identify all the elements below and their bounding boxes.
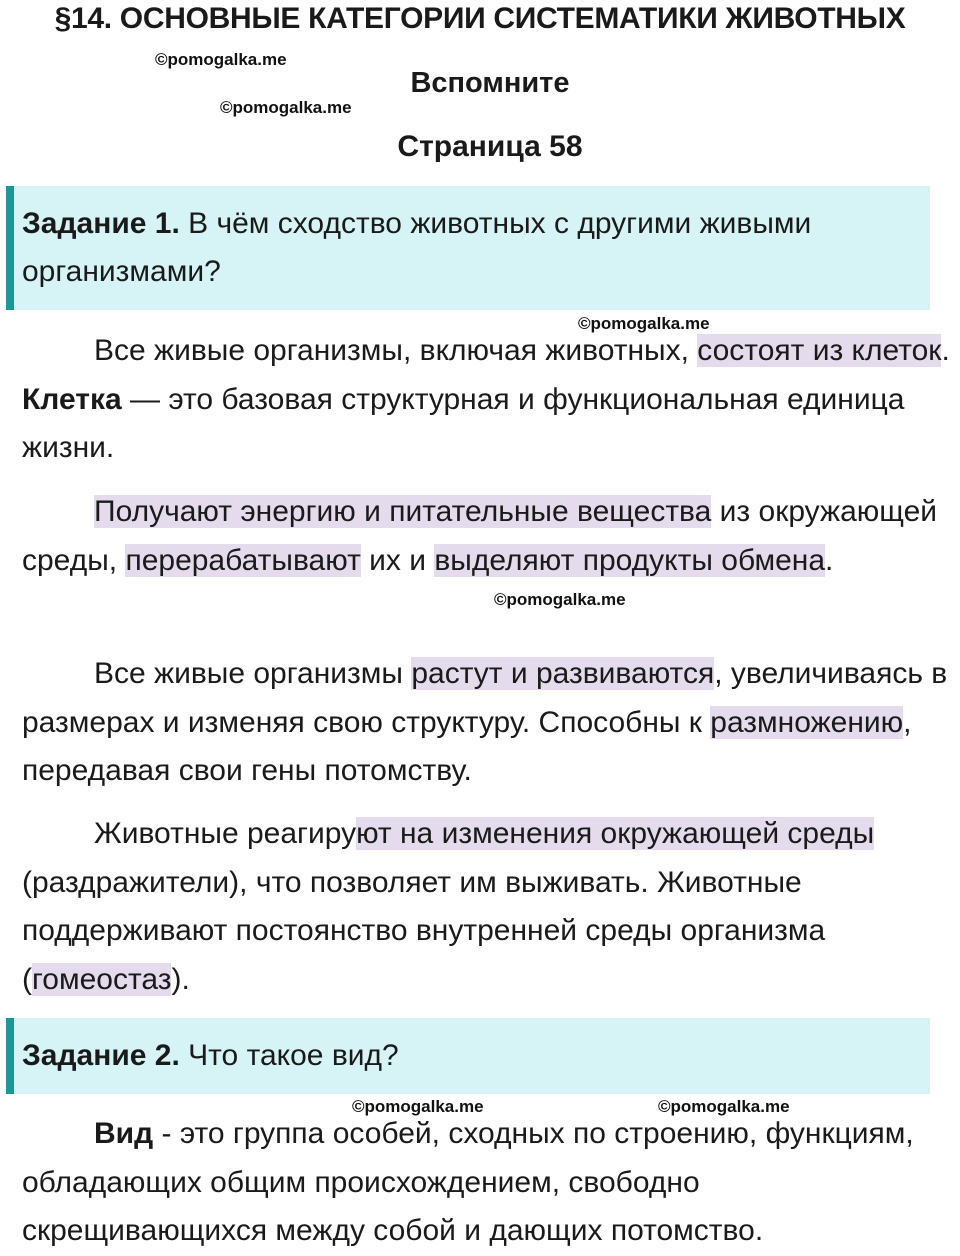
recall-heading: Вспомните (410, 67, 570, 99)
task-1-question: В чём сходство животных с другими живыми организмами? (22, 207, 812, 288)
term: Клетка (22, 382, 122, 416)
text: их и (360, 543, 435, 577)
highlight: гомеостаз (32, 962, 172, 996)
text: (раздражители), что позволяет им выживать. Животные поддерживают постоянство внутренней среды организма ( (22, 865, 826, 996)
watermark: ©pomogalka.me (578, 314, 710, 333)
answer-paragraph-4 (22, 810, 952, 1004)
highlight: перерабатывают (125, 543, 361, 577)
text: , передавая свои гены потомству. (22, 705, 912, 787)
highlight: Получают энергию и питательные вещества (94, 495, 712, 528)
highlight: выделяют продукты обмена (434, 543, 826, 577)
watermark: ©pomogalka.me (155, 50, 287, 69)
text: — это базовая структурная и функциональная единица жизни. (22, 382, 905, 464)
highlight: размножению (710, 705, 904, 739)
page-heading: Страница 58 (397, 130, 583, 163)
task-1-label: Задание 1. (22, 207, 180, 240)
answer-paragraph-2 (22, 488, 952, 585)
text: Все живые организмы (94, 657, 412, 690)
answer-paragraph-5 (22, 1110, 952, 1256)
text: ). (171, 962, 190, 996)
text: . (941, 334, 950, 367)
watermark: ©pomogalka.me (220, 98, 352, 117)
task-2-box (6, 1018, 930, 1094)
watermark: ©pomogalka.me (352, 1097, 484, 1116)
section-title: §14. ОСНОВНЫЕ КАТЕГОРИИ СИСТЕМАТИКИ ЖИВОТНЫХ (54, 2, 906, 35)
task-1-box (6, 186, 930, 310)
task-2-label: Задание 2. (22, 1039, 180, 1072)
text: Все живые организмы, включая животных, (94, 334, 698, 367)
text: Животные реагиру (94, 817, 357, 850)
text: - это группа особей, сходных по строению, функциям, обладающих общим происхождением, свободно скрещивающихся между собой и дающих потомство. (22, 1117, 914, 1247)
task-2-question: Что такое вид? (179, 1039, 399, 1072)
highlight: растут и развиваются (411, 657, 715, 690)
answer-paragraph-3 (22, 650, 952, 796)
watermark: ©pomogalka.me (658, 1097, 790, 1116)
term: Вид (94, 1117, 154, 1150)
text: из окружающей среды, (22, 495, 938, 577)
text: , увеличиваясь в размерах и изменяя свою структуру. Способны к (22, 657, 948, 739)
watermark: ©pomogalka.me (494, 590, 626, 609)
answer-paragraph-1 (22, 327, 952, 473)
text: . (825, 543, 834, 577)
highlight: ют на изменения окружающей среды (356, 817, 875, 850)
highlight: состоят из клеток (697, 334, 942, 367)
